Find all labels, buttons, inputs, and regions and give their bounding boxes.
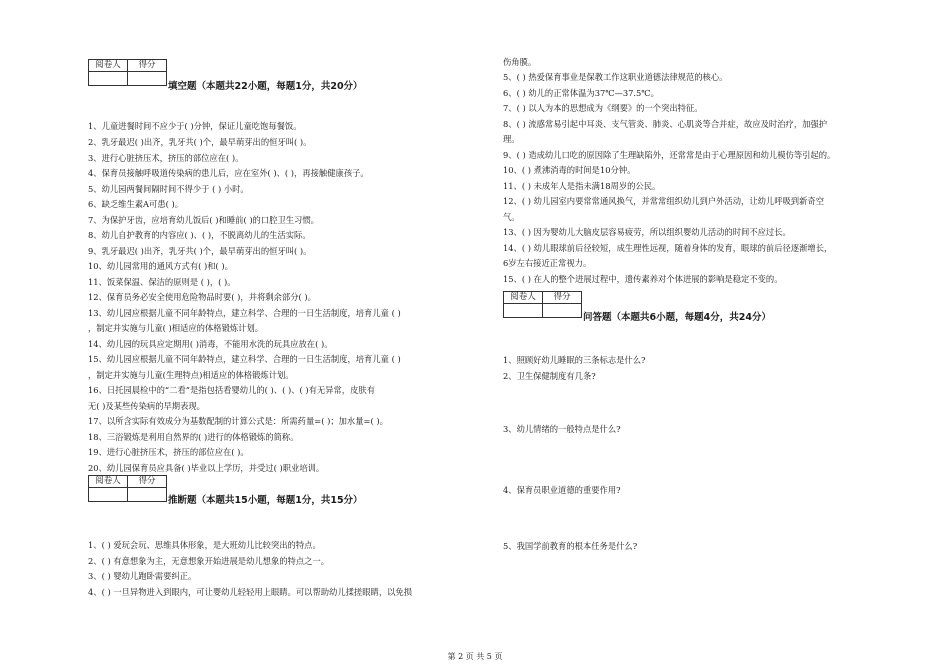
reviewer-label: 阅卷人 (504, 292, 543, 304)
question-line: 7、( ) 以人为本的思想成为《纲要》的一个突出特征。 (503, 103, 703, 113)
question-line: 11、饭菜保温、保洁的原则是 ( )，( )。 (88, 277, 236, 287)
judge-score-box (88, 475, 167, 502)
judge-section-title: 推断题（本题共15小题，每题1分，共15分） (168, 495, 363, 506)
question-line: 6、( ) 幼儿的正常体温为37℃—37.5℃。 (503, 88, 659, 98)
question-line: 14、幼儿园的玩具应定期用( )消毒，不能用水洗的玩具应放在( )。 (88, 339, 333, 349)
question-line: 1、儿童进餐时间不应少于( )分钟，保证儿童吃饱每餐饭。 (88, 121, 302, 131)
question-line: 7、为保护牙齿，应培育幼儿饭后( )和睡前( )的口腔卫生习惯。 (88, 215, 319, 225)
question-line: 12、( ) 幼儿园室内要常常通风换气，并常常组织幼儿到户外活动，让幼儿呼吸到新奇空 (503, 196, 824, 206)
question-line: 17、以所含实际有效成分为基数配制的计算公式是：所需药量=( )；加水量=( )。 (88, 416, 388, 426)
reviewer-label: 阅卷人 (89, 60, 128, 72)
question-line: 1、( ) 爱玩会玩、思维具体形象，是大班幼儿比较突出的特点。 (88, 540, 321, 550)
reviewer-cell[interactable] (89, 488, 128, 502)
question-line: 气。 (503, 212, 520, 222)
question-line: 8、幼儿自护教育的内容应( )、( )，不脱离幼儿的生活实际。 (88, 230, 311, 240)
fill-score-box (88, 59, 167, 86)
question-line: 11、( ) 未成年人是指未满18周岁的公民。 (503, 181, 661, 191)
question-line: ，制定并实施与儿童( )相适应的体格锻炼计划。 (88, 323, 264, 333)
question-line: 2、( ) 有意想象为主，无意想象开始进展是幼儿想象的特点之一。 (88, 556, 330, 566)
question-line: 20、幼儿园保育员应具备( )毕业以上学历，并受过( )职业培训。 (88, 463, 325, 473)
question-line: 3、进行心脏挤压术，挤压的部位应在( )。 (88, 153, 244, 163)
reviewer-label: 阅卷人 (89, 476, 128, 488)
score-label: 得分 (128, 60, 167, 72)
question-line: 4、保育员职业道德的重要作用? (503, 485, 621, 495)
qa-section-title: 问答题（本题共6小题，每题4分，共24分） (583, 312, 771, 323)
question-line: 9、( ) 造成幼儿口吃的原因除了生理缺陷外，还常常是由于心理原因和幼儿模仿等引起的。 (503, 150, 836, 160)
score-label: 得分 (128, 476, 167, 488)
question-line: 4、( ) 一旦异物进入到眼内，可让婴幼儿轻轻用上眼睛。可以帮助幼儿揉搓眼睛，以免损 (88, 587, 413, 597)
question-line: 10、( ) 煮沸消毒的时间是10分钟。 (503, 165, 636, 175)
question-line: 5、幼儿园两餐间隔时间不得少于 ( ) 小时。 (88, 184, 249, 194)
score-label: 得分 (543, 292, 582, 304)
reviewer-cell[interactable] (504, 304, 543, 318)
question-line: 6岁左右接近正常视力。 (503, 258, 592, 268)
question-line: 5、我国学前教育的根本任务是什么? (503, 541, 638, 551)
question-line: 伤角膜。 (503, 57, 537, 67)
qa-score-box (503, 291, 582, 318)
question-line: 2、乳牙最迟( )出齐，乳牙共( )个，最早萌芽出的恒牙叫( )。 (88, 137, 312, 147)
question-line: 15、幼儿园应根据儿童不同年龄特点，建立科学、合理的一日生活制度，培育儿童 ( ) (88, 354, 401, 364)
question-line: 8、( ) 流感常易引起中耳炎、支气管炎、肺炎、心肌炎等合并症，故应及时治疗，加强护 (503, 119, 828, 129)
score-cell[interactable] (543, 304, 582, 318)
question-line: 16、日托园晨检中的“二看”是指包括看婴幼儿的( )、( )、( )有无异常，皮肤有 (88, 385, 375, 395)
question-line: 1、照顾好幼儿睡眠的三条标志是什么? (503, 355, 646, 365)
question-line: 6、缺乏维生素A可患( )。 (88, 199, 184, 209)
question-line: 13、幼儿园应根据儿童不同年龄特点，建立科学、合理的一日生活制度，培育儿童 ( ) (88, 308, 401, 318)
score-cell[interactable] (128, 72, 167, 86)
question-line: ，制定并实施与儿童(生理特点)相适应的体格锻炼计划。 (88, 370, 294, 380)
reviewer-cell[interactable] (89, 72, 128, 86)
question-line: 2、卫生保健制度有几条? (503, 371, 596, 381)
score-cell[interactable] (128, 488, 167, 502)
question-line: 4、保育员接触呼吸道传染病的患儿后，应在室外( )、( )，再接触健康孩子。 (88, 168, 369, 178)
fill-section-title: 填空题（本题共22小题，每题1分，共20分） (168, 81, 363, 92)
question-line: 9、乳牙最迟( )出齐，乳牙共( )个，最早萌芽出的恒牙叫( )。 (88, 246, 312, 256)
question-line: 19、进行心脏挤压术，挤压的部位应在( )。 (88, 447, 249, 457)
question-line: 12、保育员务必安全使用危险物品时要( )，并将剩余部分( )。 (88, 292, 316, 302)
question-line: 5、( ) 热爱保育事业是保教工作这职业道德法律规范的核心。 (503, 72, 728, 82)
question-line: 3、( ) 婴幼儿跑卧需要纠正。 (88, 571, 197, 581)
question-line: 15、( ) 在人的整个进展过程中，遗传素养对个体进展的影响是稳定不变的。 (503, 274, 783, 284)
question-line: 13、( ) 因为婴幼儿大脑皮层容易疲劳，所以组织婴幼儿活动的时间不应过长。 (503, 227, 791, 237)
question-line: 18、三浴锻炼是利用自然界的( )进行的体格锻炼的简称。 (88, 432, 299, 442)
question-line: 理。 (503, 134, 520, 144)
question-line: 无( )及某些传染病的早期表现。 (88, 401, 205, 411)
page-footer: 第 2 页 共 5 页 (447, 652, 503, 661)
question-line: 10、幼儿园常用的通风方式有( )和( )。 (88, 261, 233, 271)
question-line: 14、( ) 幼儿眼球前后径较短，成生理性远视，随着身体的发育，眼球的前后径逐渐增长， (503, 243, 833, 253)
question-line: 3、幼儿情绪的一般特点是什么? (503, 424, 621, 434)
